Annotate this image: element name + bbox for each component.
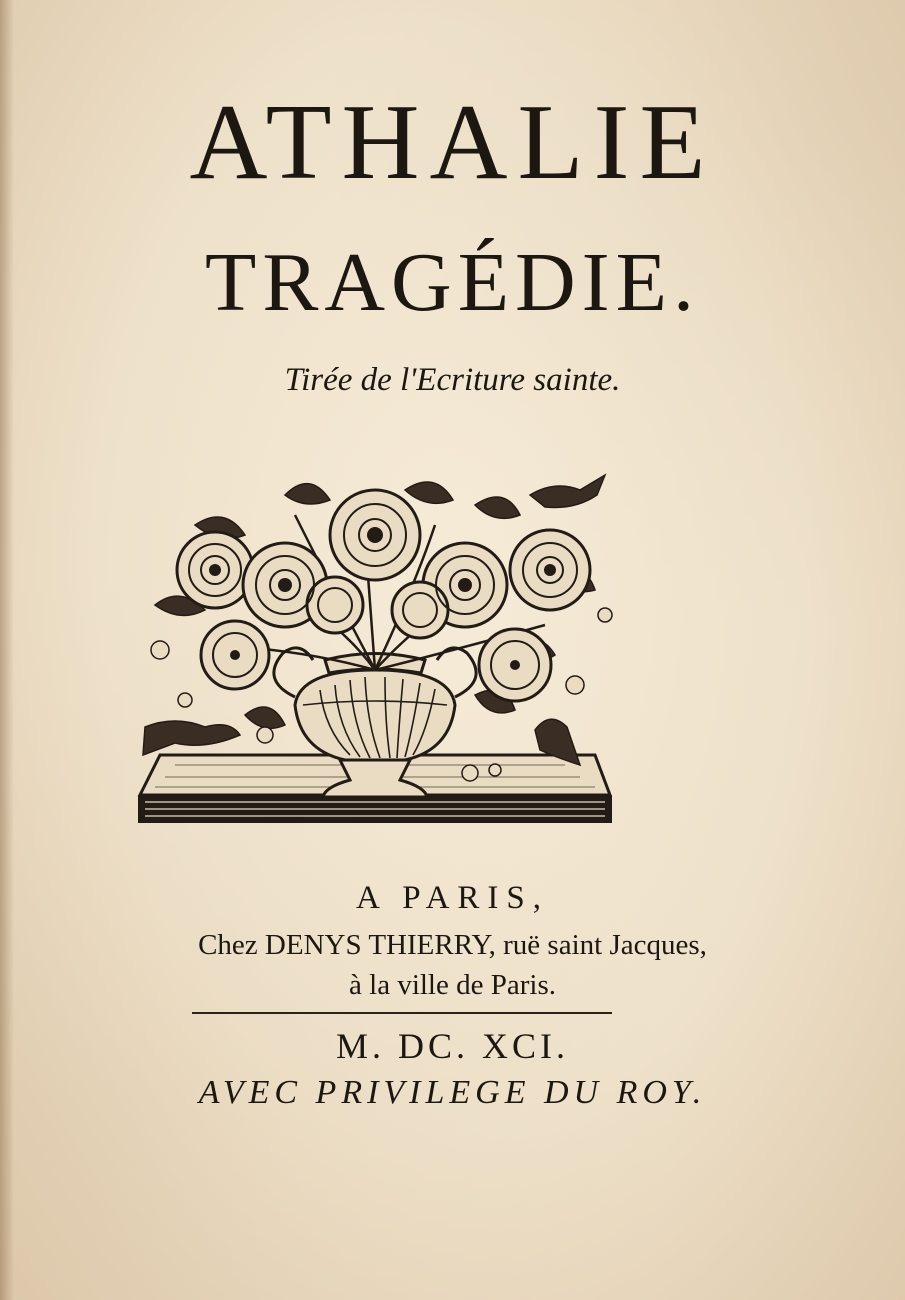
source-line: Tirée de l'Ecriture sainte. — [284, 362, 621, 398]
publication-date: M. DC. XCI. — [335, 1026, 570, 1066]
book-genre: TRAGÉDIE. — [205, 236, 700, 329]
book-title: ATHALIE — [189, 83, 716, 202]
royal-privilege: AVEC PRIVILEGE DU ROY. — [198, 1074, 707, 1111]
woodcut-ornament — [135, 465, 615, 830]
address-line: à la ville de Paris. — [349, 969, 556, 1001]
publisher-line: Chez DENYS THIERRY, ruë saint Jacques, — [198, 929, 707, 961]
imprint-city: A PARIS, — [355, 880, 550, 916]
divider-rule — [192, 1012, 612, 1014]
